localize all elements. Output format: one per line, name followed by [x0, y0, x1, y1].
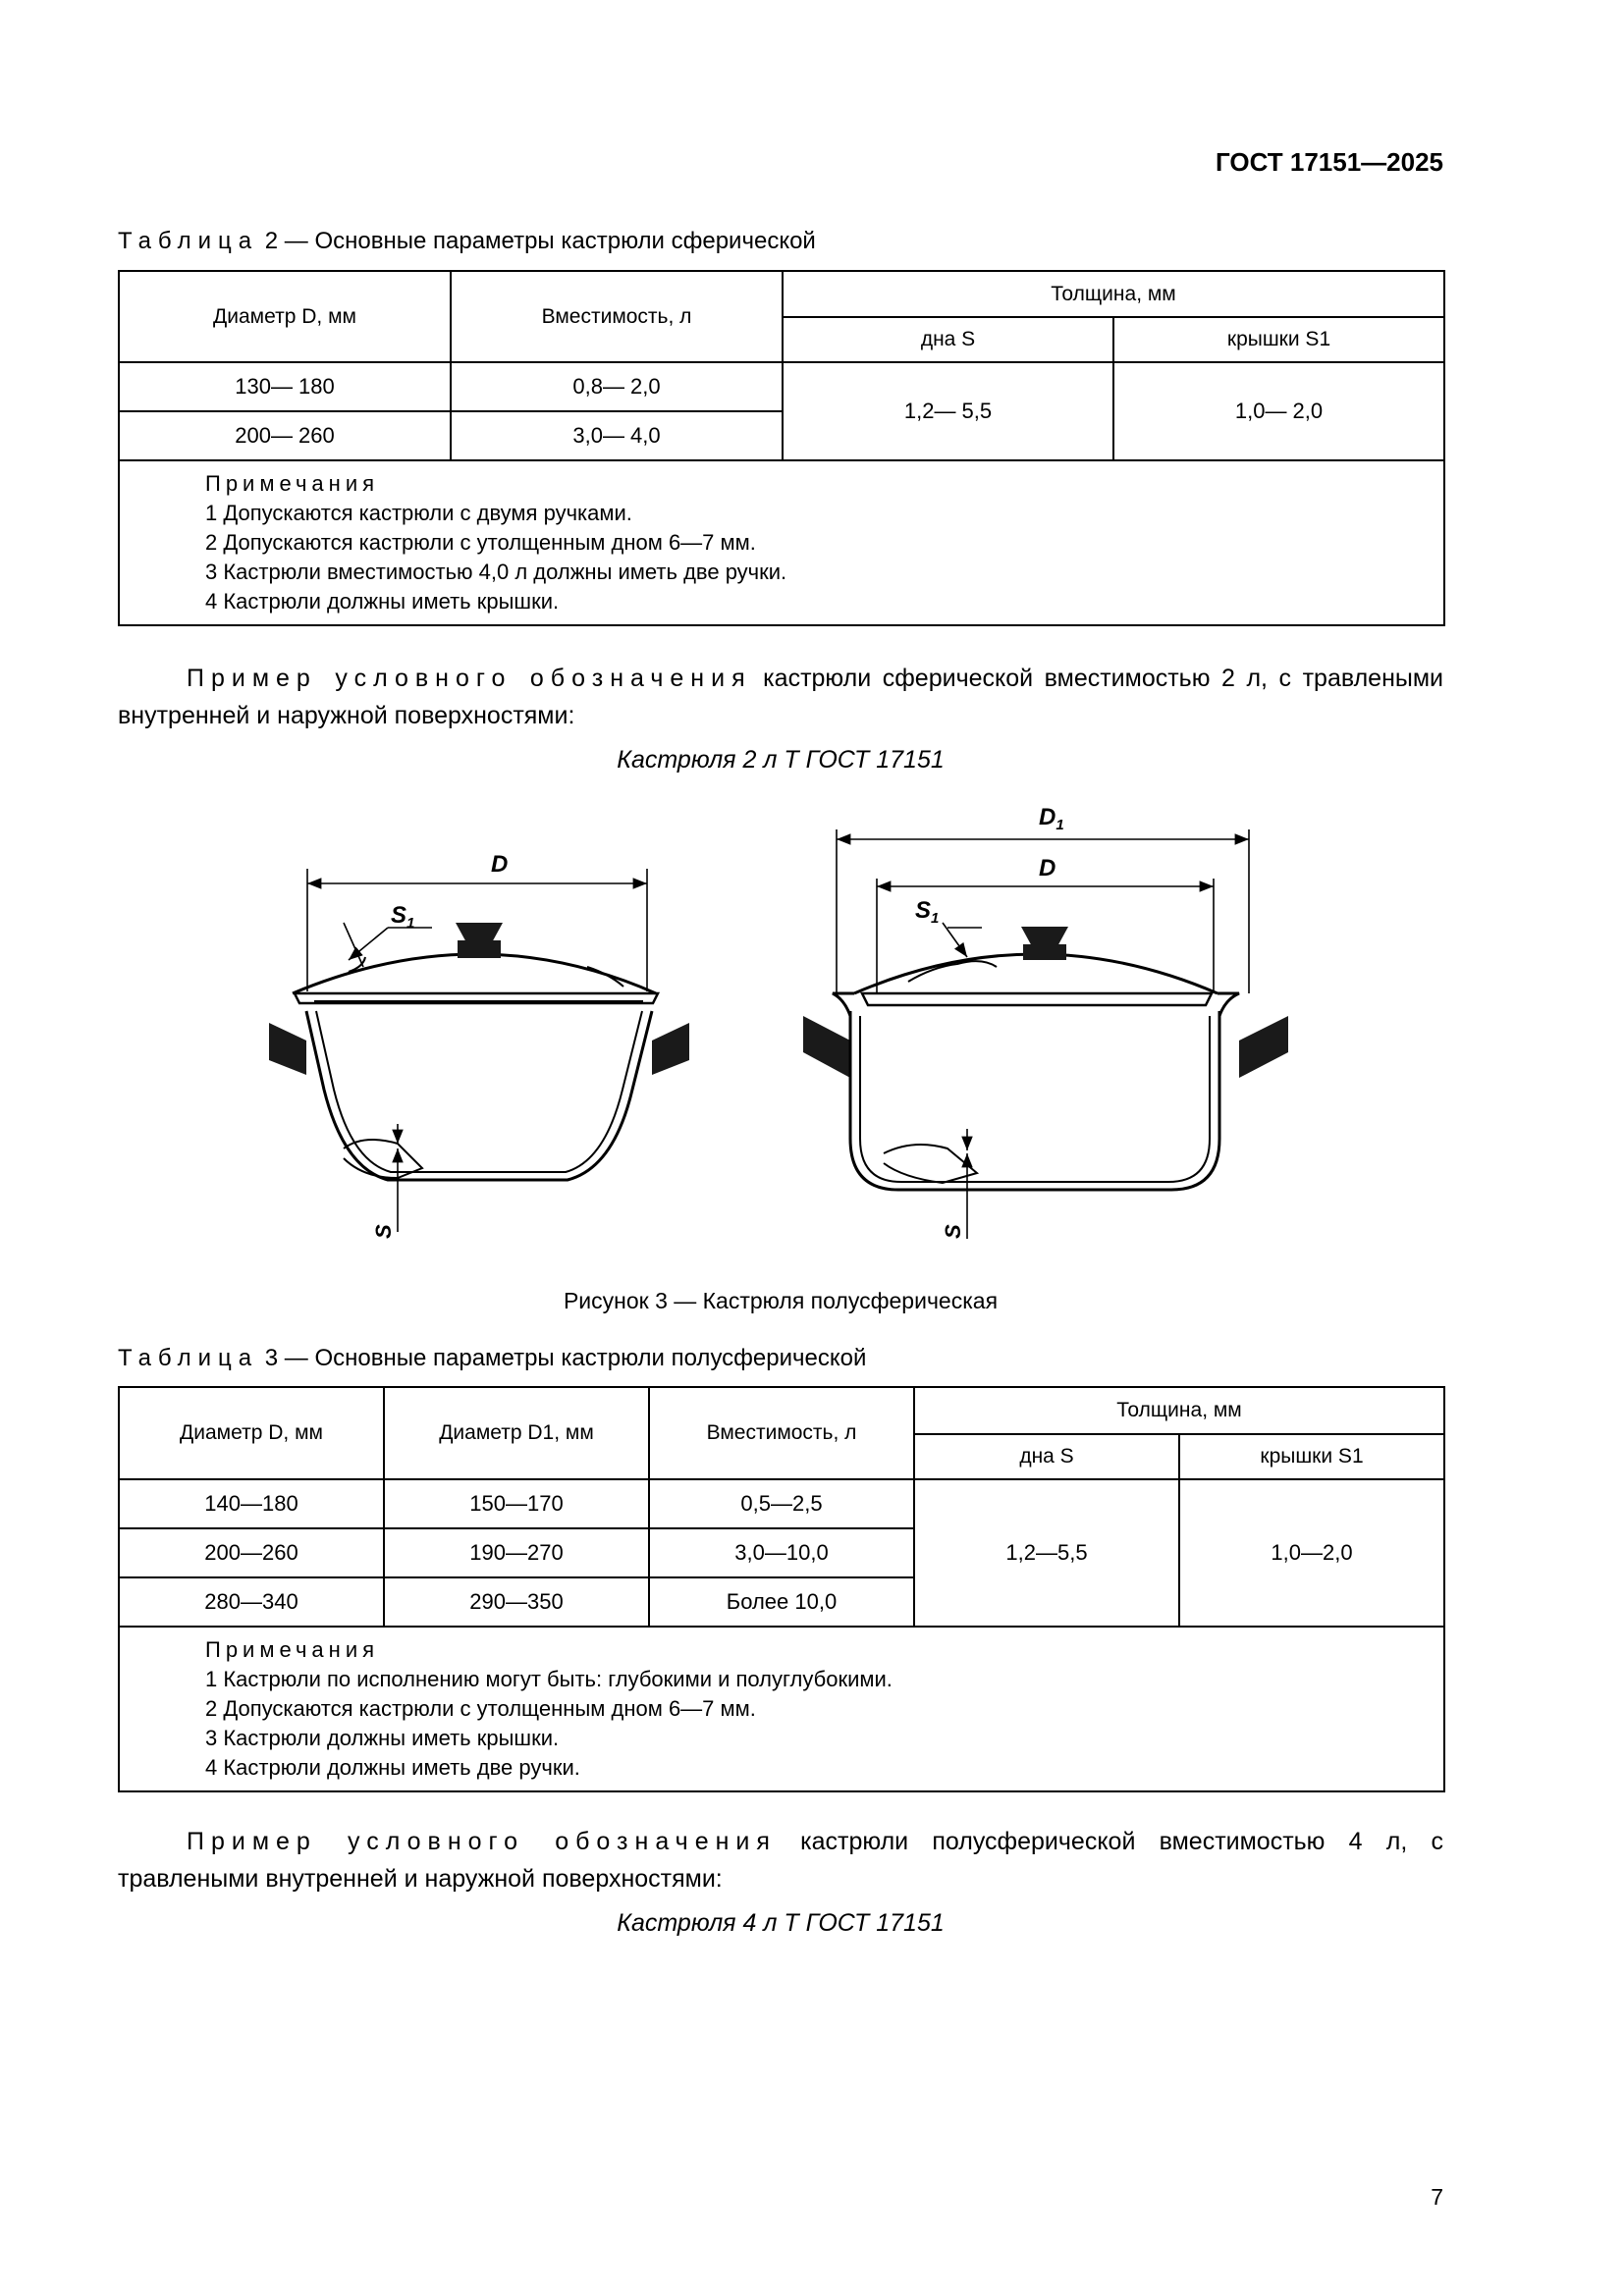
table3-header-lid: крышки S1 [1179, 1434, 1444, 1479]
table3-cell-diameter: 140—180 [119, 1479, 384, 1528]
note-item: 3 Кастрюли вместимостью 4,0 л должны иметь две ручки. [205, 560, 787, 584]
example2-designation: Кастрюля 4 л Т ГОСТ 17151 [617, 1909, 945, 1937]
table3-header-bottom: дна S [914, 1434, 1179, 1479]
table2-header-thickness: Толщина, мм [783, 271, 1444, 317]
pot-spherical-drawing [269, 869, 689, 1232]
table2 [118, 270, 1445, 626]
note-item: 2 Допускаются кастрюли с утолщенным дном 6—7 мм. [205, 1696, 756, 1721]
table3-header-diameter1: Диаметр D1, мм [384, 1387, 649, 1479]
note-item: 2 Допускаются кастрюли с утолщенным дном 6—7 мм. [205, 530, 756, 555]
table3-header-capacity: Вместимость, л [649, 1387, 914, 1479]
table-row [119, 362, 1444, 411]
table2-notes [119, 460, 1444, 625]
table3-header-diameter: Диаметр D, мм [119, 1387, 384, 1479]
table2-notes-title: Примечания [205, 471, 380, 496]
table3-cell-bottom-thickness: 1,2—5,5 [914, 1479, 1179, 1627]
table3 [118, 1386, 1445, 1792]
label-S-right: S [941, 1224, 965, 1239]
pot-semispherical-drawing [803, 829, 1288, 1239]
handle-left [803, 1016, 850, 1078]
label-S1-right: $S_1$ [915, 897, 940, 927]
label-S1-left: $S_1$ [391, 902, 415, 932]
table3-cell-diameter1: 290—350 [384, 1577, 649, 1627]
table3-caption [118, 1345, 866, 1372]
label-D1-right: $D_1$ [1039, 804, 1064, 833]
table2-cell-diameter: 130— 180 [119, 362, 451, 411]
table3-caption-word: Таблица [118, 1345, 259, 1371]
standard-number: ГОСТ 17151—2025 [1216, 147, 1443, 177]
table2-header-lid: крышки S1 [1113, 317, 1444, 362]
handle-right [652, 1023, 689, 1075]
table3-cell-capacity: 0,5—2,5 [649, 1479, 914, 1528]
example1-paragraph [118, 660, 1443, 734]
table2-header-capacity: Вместимость, л [451, 271, 783, 362]
example1-designation: Кастрюля 2 л Т ГОСТ 17151 [617, 746, 945, 774]
example2-paragraph [118, 1823, 1443, 1897]
label-S-left: S [371, 1224, 396, 1239]
table2-header-bottom: дна S [783, 317, 1113, 362]
table3-notes-title: Примечания [205, 1637, 380, 1662]
table2-caption-word: Таблица [118, 228, 259, 254]
table2-cell-lid-thickness: 1,0— 2,0 [1113, 362, 1444, 460]
example1-lead: Пример условного обозначения [187, 665, 752, 692]
table3-cell-lid-thickness: 1,0—2,0 [1179, 1479, 1444, 1627]
table3-cell-capacity: 3,0—10,0 [649, 1528, 914, 1577]
table2-cell-capacity: 0,8— 2,0 [451, 362, 783, 411]
table2-cell-capacity: 3,0— 4,0 [451, 411, 783, 460]
table2-caption [118, 228, 816, 255]
table3-cell-diameter: 280—340 [119, 1577, 384, 1627]
page-number: 7 [1431, 2184, 1443, 2210]
example2-lead: Пример условного обозначения [187, 1828, 777, 1855]
example2-text: кастрюли полусферической вместимостью 4 л, с травлеными внутренней и наружной поверхностями: [118, 1828, 1444, 1893]
handle-right [1239, 1016, 1288, 1078]
figure-3-caption: Рисунок 3 — Кастрюля полусферическая [563, 1288, 999, 1313]
table2-caption-text: 2 — Основные параметры кастрюли сферической [264, 228, 816, 254]
note-item: 4 Кастрюли должны иметь две ручки. [205, 1755, 580, 1780]
table2-header-diameter: Диаметр D, мм [119, 271, 451, 362]
table3-cell-diameter1: 190—270 [384, 1528, 649, 1577]
table3-cell-diameter1: 150—170 [384, 1479, 649, 1528]
handle-left [269, 1023, 306, 1075]
table2-cell-diameter: 200— 260 [119, 411, 451, 460]
label-D-right: D [1039, 855, 1056, 881]
example1-text: кастрюли сферической вместимостью 2 л, с травлеными внутренней и наружной поверхностями: [118, 665, 1443, 729]
note-item: 4 Кастрюли должны иметь крышки. [205, 589, 560, 614]
table3-header-thickness: Толщина, мм [914, 1387, 1444, 1434]
label-D-left: D [491, 851, 509, 878]
note-item: 1 Допускаются кастрюли с двумя ручками. [205, 501, 632, 525]
table-row [119, 1479, 1444, 1528]
table3-cell-capacity: Более 10,0 [649, 1577, 914, 1627]
table3-cell-diameter: 200—260 [119, 1528, 384, 1577]
table2-cell-bottom-thickness: 1,2— 5,5 [783, 362, 1113, 460]
table3-notes [119, 1627, 1444, 1791]
figure-3-drawing [0, 785, 1624, 1335]
note-item: 3 Кастрюли должны иметь крышки. [205, 1726, 560, 1750]
table3-caption-text: 3 — Основные параметры кастрюли полусферической [264, 1345, 867, 1371]
note-item: 1 Кастрюли по исполнению могут быть: глубокими и полуглубокими. [205, 1667, 893, 1691]
